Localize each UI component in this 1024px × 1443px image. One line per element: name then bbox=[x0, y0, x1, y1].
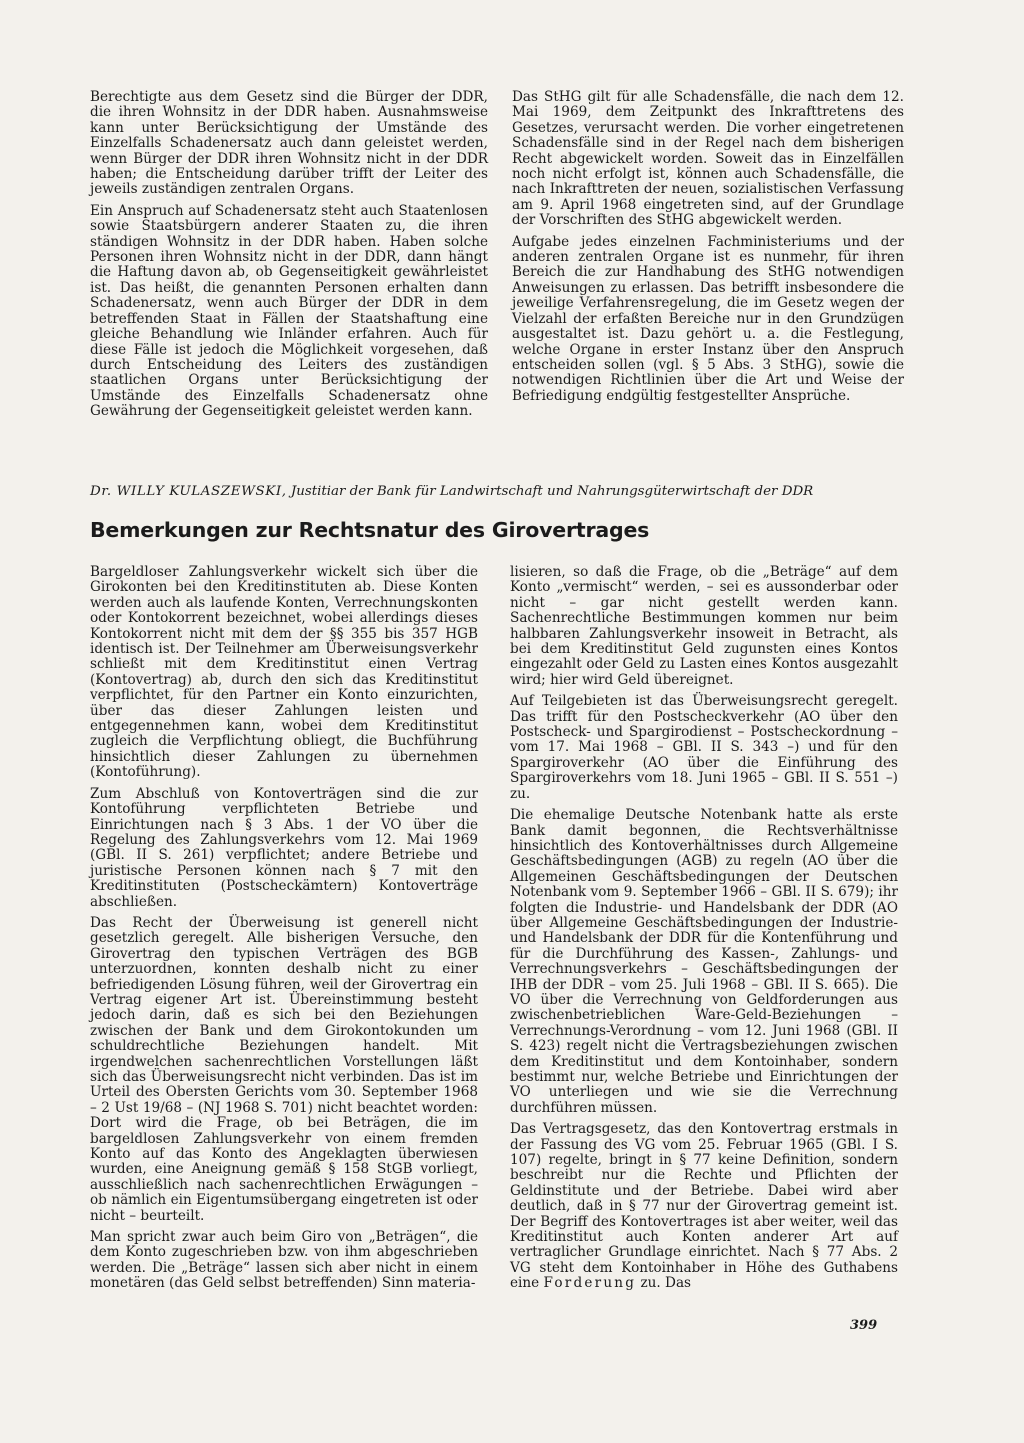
author-role: Justitiar der Bank für Landwirtschaft und Nahrungsgüterwirtschaft der DDR bbox=[290, 484, 814, 499]
upper-right-column bbox=[512, 90, 904, 410]
paragraph-text: Das Vertragsgesetz, das den Kontovertrag erstmals in der Fassung des VG vom 25. Februar 1965 (GBl. I S. 107) regelte, bringt in § 77 keine Definition, sondern beschreibt nur die Rechte und Pflichten der Geldinstitute und der Betriebe. Dabei wird aber deutlich, daß in § 77 nur der Girovertrag gemeint ist. Der Begriff des Kontovertrages ist aber weiter, weil das Kreditinstitut auch Konten anderer Art auf vertraglicher Grundlage einrichtet. Nach § 77 Abs. 2 VG steht dem Kontoinhaber in Höhe des Guthabens eine bbox=[510, 1121, 898, 1292]
paragraph-text: zu. Das bbox=[640, 1275, 692, 1292]
paragraph: Berechtigte aus dem Gesetz sind die Bürger der DDR, die ihren Wohnsitz in der DDR haben. Ausnahmsweise kann unter Berücksichtigung der Umstände des Einzelfalls Schadenersatz auch dann geleistet werden, wenn Bürger der DDR ihren Wohnsitz nicht in der DDR haben; die Entscheidung darüber trifft der Leiter des jeweils zuständigen zentralen Organs. bbox=[90, 89, 488, 198]
paragraph: Die ehemalige Deutsche Notenbank hatte als erste Bank damit begonnen, die Rechtsverhältnisse hinsichtlich des Kontoverhältnisses durch Allgemeine Geschäftsbedingungen (AGB) zu regeln (AO über die Allgemeinen Geschäftsbedingungen der Deutschen Notenbank vom 9. September 1966 – GBl. II S. 679); ihr folgten die Industrie- und Handelsbank der DDR (AO über Allgemeine Geschäftsbedingungen der Industrie- und Handelsbank der DDR für die Kontenführung und für die Durchführung des Kassen-, Zahlungs- und Verrechnungsverkehrs – Geschäftsbedingungen der IHB der DDR – vom 25. Juli 1968 – GBl. II S. 665). Die VO über die Verrechnung von Geldforderungen aus zwischenbetrieblichen Ware-Geld-Beziehungen – Verrechnungs-Verordnung – vom 12. Juni 1968 (GBl. II S. 423) regelt nicht die Vertragsbeziehungen zwischen dem Kreditinstitut und dem Kontoinhaber, sondern bestimmt nur, welche Betriebe und Einrichtungen der VO unterliegen und wie sie die Verrechnung durchführen müssen. bbox=[510, 807, 898, 1116]
paragraph: Ein Anspruch auf Schadenersatz steht auch Staatenlosen sowie Staatsbürgern anderer Staaten zu, die ihren ständigen Wohnsitz in der DDR haben. Haben solche Personen ihren Wohnsitz nicht in der DDR, dann hängt die Haftung davon ab, ob Gegenseitigkeit gewährleistet ist. Das heißt, die genannten Personen erhalten dann Schadenersatz, wenn auch Bürger der DDR in dem betreffenden Staat in Fällen der Staatshaftung eine gleiche Behandlung wie Inländer erfahren. Auch für diese Fälle ist jedoch die Möglichkeit vorgesehen, daß durch Entscheidung des Leiters des zuständigen staatlichen Organs unter Berücksichtigung der Umstände des Einzelfalls Schadenersatz ohne Gewährung der Gegenseitigkeit geleistet werden kann. bbox=[90, 202, 488, 420]
paragraph: Auf Teilgebieten ist das Überweisungsrecht geregelt. Das trifft für den Postscheckverkehr (AO über den Postscheck- und Spargirodienst – Postscheckordnung – vom 17. Mai 1968 – GBl. II S. 343 –) und für den Spargiroverkehr (AO über die Einführung des Spargiroverkehrs vom 18. Juni 1965 – GBl. II S. 551 –) zu. bbox=[510, 693, 898, 802]
paragraph: Man spricht zwar auch beim Giro von „Beträgen“, die dem Konto zugeschrieben bzw. von ihm abgeschrieben werden. Die „Beträge“ lassen sich aber nicht in einem monetären (das Geld selbst betreffenden) Sinn materia- bbox=[90, 1229, 478, 1292]
paragraph: Zum Abschluß von Kontoverträgen sind die zur Kontoführung verpflichteten Betriebe und Einrichtungen nach § 3 Abs. 1 der VO über die Regelung des Zahlungsverkehrs vom 12. Mai 1969 (GBl. II S. 261) verpflichtet; andere Betriebe und juristische Personen können nach § 7 mit den Kreditinstituten (Postscheckämtern) Kontoverträge abschließen. bbox=[90, 785, 478, 910]
page-number: 399 bbox=[850, 1318, 878, 1333]
lower-left-column bbox=[90, 565, 478, 1298]
author-name: Dr. WILLY KULASZEWSKI, bbox=[90, 484, 287, 499]
paragraph: Bargeldloser Zahlungsverkehr wickelt sich über die Girokonten bei den Kreditinstituten ab. Diese Konten werden auch als laufende Konten, Verrechnungskonten oder Kontokorrent bezeichnet, wobei allerdings dieses Kontokorrent nicht mit dem der §§ 355 bis 357 HGB identisch ist. Der Teilnehmer am Überweisungsverkehr schließt mit dem Kreditinstitut einen Vertrag (Kontovertrag) ab, durch den sich das Kreditinstitut verpflichtet, für den Partner ein Konto einzurichten, über das dieser Zahlungen leisten und entgegennehmen kann, wobei dem Kreditinstitut zugleich die Verpflichtung obliegt, die Buchführung hinsichtlich dieser Zahlungen zu übernehmen (Kontoführung). bbox=[90, 564, 478, 781]
author-byline bbox=[90, 484, 910, 499]
paragraph: Das StHG gilt für alle Schadensfälle, die nach dem 12. Mai 1969, dem Zeitpunkt des Inkrafttretens des Gesetzes, verursacht werden. Die vorher eingetretenen Schadensfälle sind in der Regel nach dem bisherigen Recht abgewickelt worden. Soweit das in Einzelfällen noch nicht erfolgt ist, können auch Schadensfälle, die nach Inkrafttreten der neuen, sozialistischen Verfassung am 9. April 1968 eingetreten sind, auf der Grundlage der Vorschriften des StHG abgewickelt werden. bbox=[512, 89, 904, 229]
lower-right-column bbox=[510, 565, 898, 1298]
emphasized-word: Forderung bbox=[543, 1275, 637, 1292]
paragraph: lisieren, so daß die Frage, ob die „Beträge“ auf dem Konto „vermischt“ werden, – sei es aussonderbar oder nicht – gar nicht gestellt werden kann. Sachenrechtliche Bestimmungen kommen nur beim halbbaren Zahlungsverkehr insoweit in Betracht, als bei dem Kreditinstitut Geld zugunsten eines Kontos eingezahlt oder Geld zu Lasten eines Kontos ausgezahlt wird; hier wird Geld übereignet. bbox=[510, 564, 898, 688]
upper-left-column bbox=[90, 90, 488, 426]
paragraph: Aufgabe jedes einzelnen Fachministeriums und der anderen zentralen Organe ist es nunmehr, für ihren Bereich die zur Handhabung des StHG notwendigen Anweisungen zu erlassen. Das betrifft insbesondere die jeweilige Verfahrensregelung, die im Gesetz wegen der Vielzahl der erfaßten Bereiche nur in den Grundzügen ausgestaltet ist. Dazu gehört u. a. die Festlegung, welche Organe in erster Instanz über den Anspruch entscheiden sollen (vgl. § 5 Abs. 3 StHG), sowie die notwendigen Richtlinien über die Art und Weise der Befriedigung endgültig festgestellter Ansprüche. bbox=[512, 233, 904, 404]
article-title: Bemerkungen zur Rechtsnatur des Girovertrages bbox=[90, 518, 650, 542]
paragraph: Das Recht der Überweisung ist generell nicht gesetzlich geregelt. Alle bisherigen Versuche, den Girovertrag den typischen Verträgen des BGB unterzuordnen, konnten deshalb nicht zu einer befriedigenden Lösung führen, weil der Girovertrag ein Vertrag eigener Art ist. Übereinstimmung besteht jedoch darin, daß es sich bei den Beziehungen zwischen der Bank und dem Girokontokunden um schuldrechtliche Beziehungen handelt. Mit irgendwelchen sachenrechtlichen Vorstellungen läßt sich das Überweisungsrecht nicht verbinden. Das ist im Urteil des Obersten Gerichts vom 30. September 1968 – 2 Ust 19/68 – (NJ 1968 S. 701) nicht beachtet worden: Dort wird die Frage, ob bei Beträgen, die im bargeldlosen Zahlungsverkehr von einem fremden Konto auf das Konto des Angeklagten überwiesen wurden, eine Aneignung gemäß § 158 StGB vorliegt, ausschließlich nach sachenrechtlichen Erwägungen – ob nämlich ein Eigentumsübergang eingetreten ist oder nicht – beurteilt. bbox=[90, 914, 478, 1224]
paragraph bbox=[510, 1122, 898, 1291]
